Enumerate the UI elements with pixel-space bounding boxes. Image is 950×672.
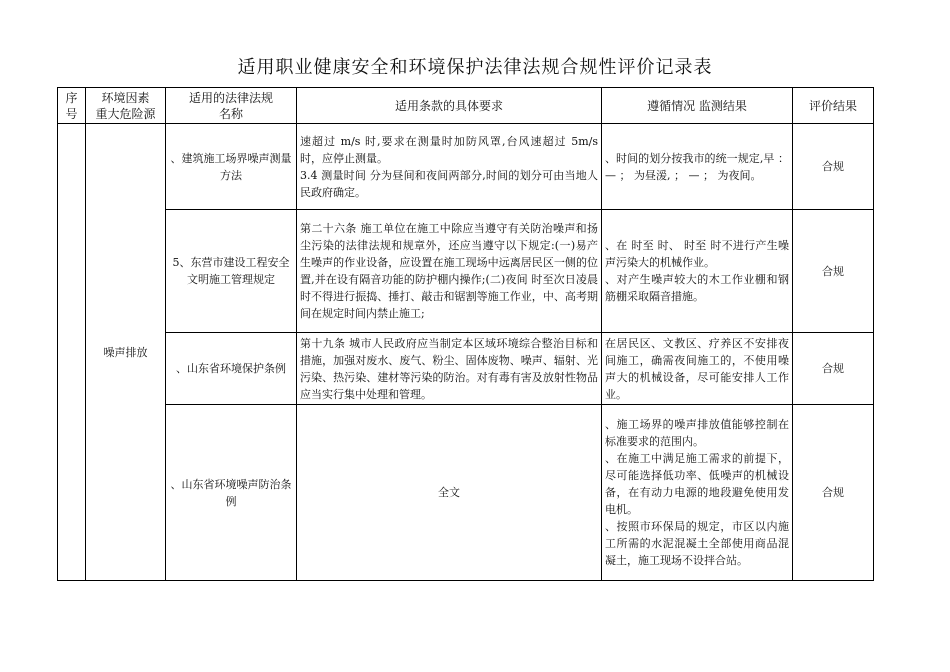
header-row [58, 88, 874, 124]
law-name-cell: 5、东营市建设工程安全文明施工管理规定 [166, 210, 297, 333]
header-law: 适用的法律法规 名称 [166, 88, 297, 124]
law-name-cell: 、山东省环境保护条例 [166, 333, 297, 405]
result-cell: 合规 [793, 210, 874, 333]
clause-cell: 全文 [297, 405, 602, 581]
law-name-cell: 、山东省环境噪声防治条例 [166, 405, 297, 581]
result-cell: 合规 [793, 405, 874, 581]
clause-cell: 第二十六条 施工单位在施工中除应当遵守有关防治噪声和扬尘污染的法律法规和规章外，还应当遵守以下规定:(一)易产生噪声的作业设备，应设置在施工现场中远离居民区一侧的位置,并在设有隔音功能的防护棚内操作;(二)夜间 时至次日凌晨 时不得进行振捣、捶打、敲击和锯割等施工作业，中、高考期间在规定时间内禁止施工; [297, 210, 602, 333]
header-result: 评价结果 [793, 88, 874, 124]
table-row [58, 333, 874, 405]
header-clause: 适用条款的具体要求 [297, 88, 602, 124]
compliance-cell: 、在 时至 时、 时至 时不进行产生噪声污染大的机械作业。 、对产生噪声较大的木工作业棚和钢筋棚采取隔音措施。 [602, 210, 793, 333]
table-row [58, 124, 874, 210]
header-compliance: 遵循情况 监测结果 [602, 88, 793, 124]
compliance-cell: 、时间的划分按我市的统一规定,早 ： — ； 为昼湲, ； — ； 为夜间。 [602, 124, 793, 210]
header-factor: 环境因素 重大危险源 [86, 88, 166, 124]
factor-cell: 噪声排放 [86, 124, 166, 581]
clause-cell: 速超过 m/s 时,要求在测量时加防风罩,台风速超过 5m/s 时，应停止测量。 3.4 测量时间 分为昼间和夜间两部分,时间的划分可由当地人民政府确定。 [297, 124, 602, 210]
document-title: 适用职业健康安全和环境保护法律法规合规性评价记录表 [237, 57, 713, 78]
compliance-cell: 在居民区、文教区、疗养区不安排夜间施工，确需夜间施工的，不使用噪声大的机械设备，尽可能安排人工作业。 [602, 333, 793, 405]
result-cell: 合规 [793, 333, 874, 405]
result-cell: 合规 [793, 124, 874, 210]
table-row [58, 210, 874, 333]
law-name-cell: 、建筑施工场界噪声测量方法 [166, 124, 297, 210]
table-row [58, 405, 874, 581]
header-seq: 序 号 [58, 88, 86, 124]
compliance-cell: 、施工场界的噪声排放值能够控制在标准要求的范围内。 、在施工中满足施工需求的前提下，尽可能选择低功率、低噪声的机械设备，在有动力电源的地段避免使用发电机。 、按照市环保局的规定，市区以内施工所需的水泥混凝土全部使用商品混凝土，施工现场不设拌合站。 [602, 405, 793, 581]
clause-cell: 第十九条 城市人民政府应当制定本区域环境综合整治目标和措施，加强对废水、废气、粉尘、固体废物、噪声、辐射、光污染、热污染、建材等污染的防治。对有毒有害及放射性物品应当实行集中处理和管理。 [297, 333, 602, 405]
seq-cell [58, 124, 86, 581]
compliance-table [57, 87, 874, 581]
